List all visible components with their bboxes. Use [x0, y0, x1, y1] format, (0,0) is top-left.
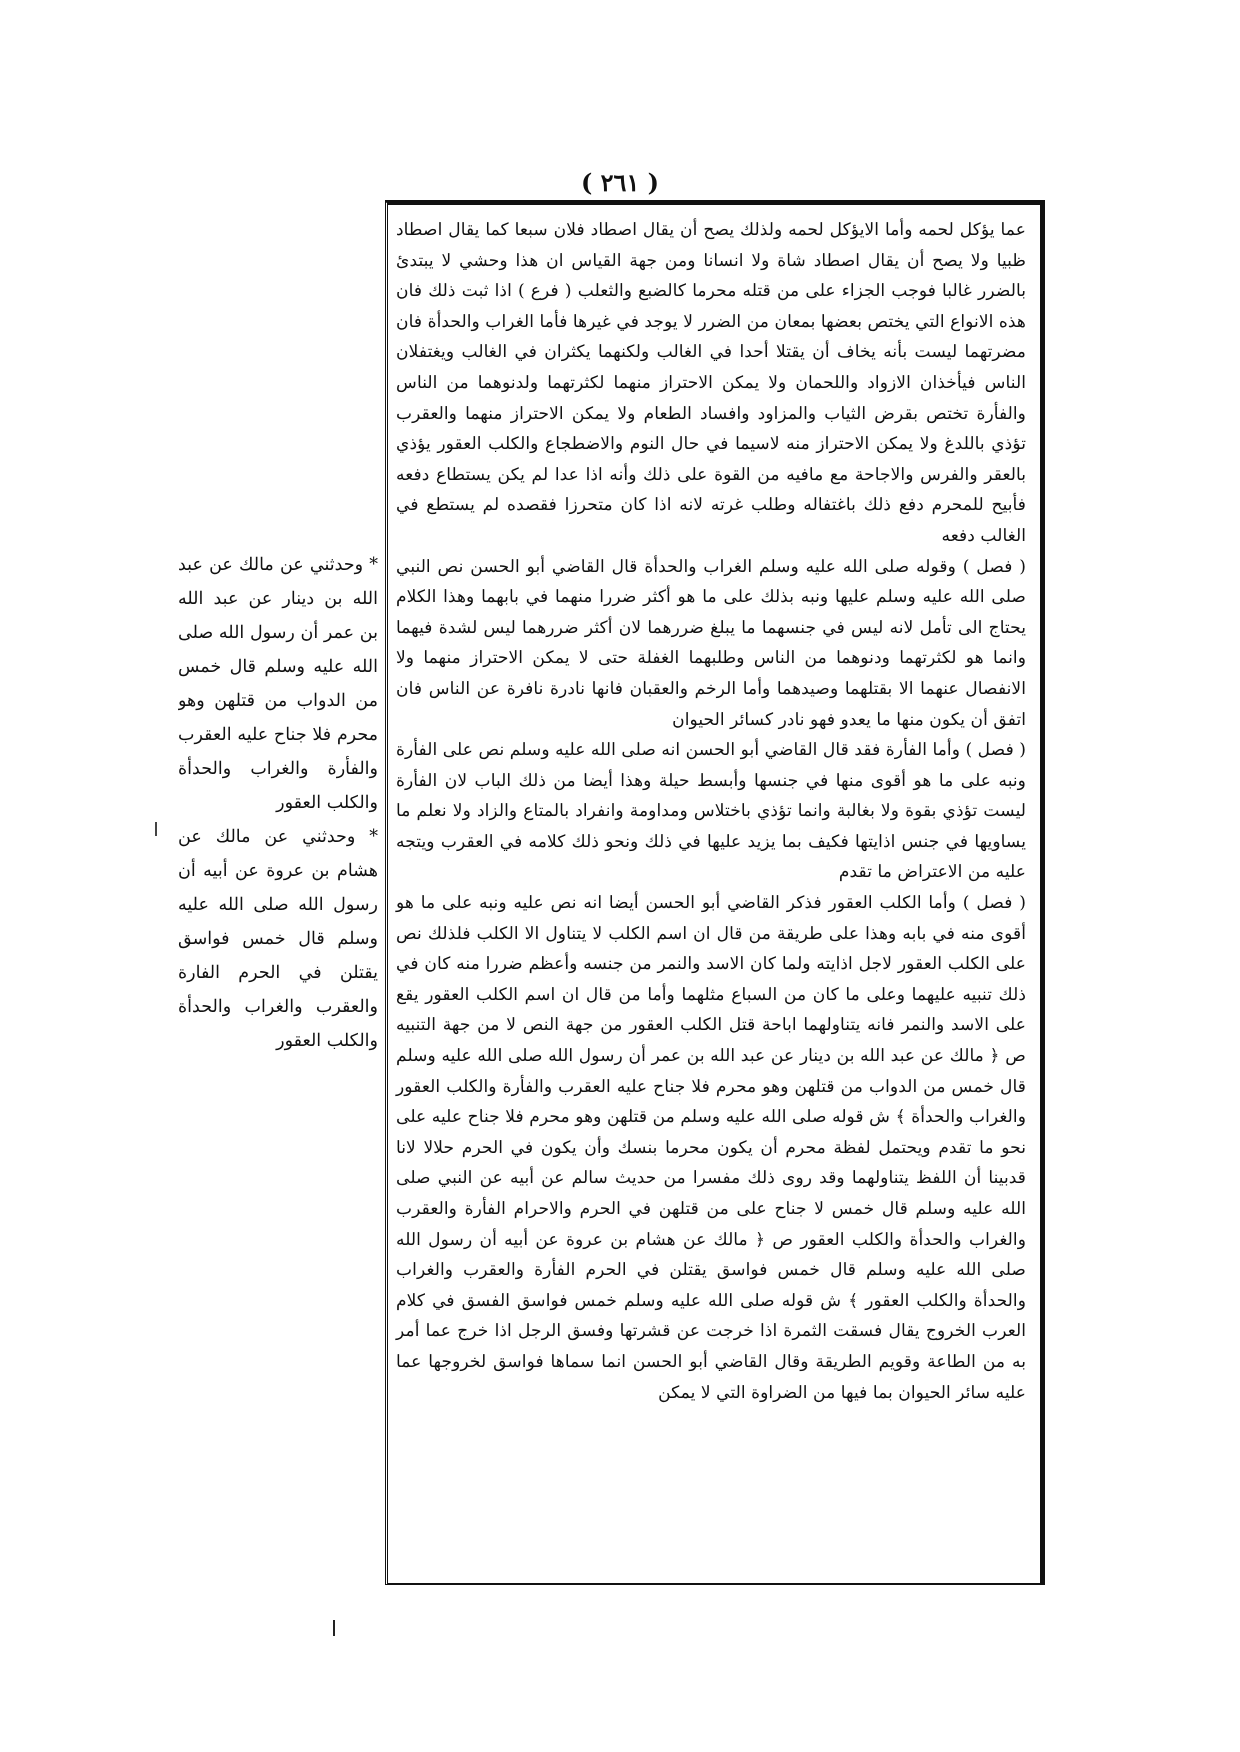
main-text-frame	[385, 200, 1045, 1585]
margin-paragraph: * وحدثني عن مالك عن عبد الله بن دينار عن عبد الله بن عمر أن رسول الله صلى الله عليه وسلم قال خمس من الدواب من قتلهن وهو محرم فلا جناح عليه العقرب والفأرة والغراب والحدأة والكلب العقور	[178, 555, 378, 813]
page-number: ( ٢٦١ )	[580, 168, 660, 197]
main-paragraph: ( فصل ) وأما الكلب العقور فذكر القاضي أبو الحسن أيضا انه نص عليه ونبه على ما هو أقوى منه في بابه وهذا على طريقة من قال ان اسم الكلب لا يتناول الا الكلب فلذلك نص على الكلب العقور لاجل اذايته ولما كان الاسد والنمر من جنسه وأعظم ضررا منه كان في ذلك تنبيه عليهما وعلى ما كان من السباع مثلهما وأما من قال ان اسم الكلب العقور يقع على الاسد والنمر فانه يتناولهما اباحة قتل الكلب العقور من جهة النص لا من جهة التنبيه ص ﴿ مالك عن عبد الله بن دينار عن عبد الله بن عمر أن رسول الله صلى الله عليه وسلم قال خمس من الدواب من قتلهن وهو محرم فلا جناح عليه العقرب والفأرة والكلب العقور والغراب والحدأة ﴾ ش قوله صلى الله عليه وسلم من قتلهن وهو محرم فلا جناح عليه على نحو ما تقدم ويحتمل لفظة محرم أن يكون محرما بنسك وأن يكون في الحرم حلالا لانا قدبينا أن اللفظ يتناولهما وقد روى ذلك مفسرا من حديث سالم عن أبيه عن النبي صلى الله عليه وسلم قال خمس لا جناح على من قتلهن في الحرم والاحرام الفأرة والعقرب والغراب والحدأة والكلب العقور ص ﴿ مالك عن هشام بن عروة عن أبيه أن رسول الله صلى الله عليه وسلم قال خمس فواسق يقتلن في الحرم الفأرة والعقرب والغراب والحدأة والكلب العقور ﴾ ش قوله صلى الله عليه وسلم خمس فواسق الفسق في كلام العرب الخروج يقال فسقت الثمرة اذا خرجت عن قشرتها وفسق الرجل اذا خرج عما أمر به من الطاعة وقويم الطريقة وقال القاضي أبو الحسن انما سماها فواسق لخروجها عما عليه سائر الحيوان بما فيها من الضراوة التي لا يمكن	[396, 893, 1026, 1403]
margin-hadith-text	[178, 548, 378, 1068]
margin-paragraph: * وحدثني عن مالك عن هشام بن عروة عن أبيه أن رسول الله صلى الله عليه وسلم قال خمس فواسق يقتلن في الحرم الفارة والعقرب والغراب والحدأة والكلب العقور	[178, 827, 378, 1051]
main-paragraph: ( فصل ) وأما الفأرة فقد قال القاضي أبو الحسن انه صلى الله عليه وسلم نص على الفأرة ونبه على ما هو أقوى منها في جنسها وأبسط حيلة وهذا أيضا من ذلك الباب لان الفأرة ليست تؤذي بقوة ولا بغالبة وانما تؤذي باختلاس ومداومة وانفراد بالمتاع والزاد ولا نعلم ما يساويها في جنس اذايتها فكيف بما يزيد عليها في ذلك ونحو ذلك كلامه في العقرب ويتجه عليه من الاعتراض ما تقدم	[396, 740, 1026, 883]
scan-mark	[155, 822, 157, 836]
main-paragraph: ( فصل ) وقوله صلى الله عليه وسلم الغراب والحدأة قال القاضي أبو الحسن نص النبي صلى الله عليه وسلم عليها ونبه بذلك على ما هو أكثر ضررا منهما في بابهما وهذا الكلام يحتاج الى تأمل لانه ليس في جنسهما ما يبلغ ضررهما لان أكثر ضررهما ليس لشدة فيهما وانما هو لكثرتهما ودنوهما من الناس وطلبهما الغفلة حتى لا يمكن الاحتراز منهما ولا الانفصال عنهما الا بقتلهما وصيدهما وأما الرخم والعقبان فانها نادرة نافرة عن الناس فان اتفق أن يكون منها ما يعدو فهو نادر كسائر الحيوان	[396, 556, 1026, 730]
main-paragraph: عما يؤكل لحمه وأما الايؤكل لحمه ولذلك يصح أن يقال اصطاد فلان سبعا كما يقال اصطاد ظبيا ولا يصح أن يقال اصطاد شاة ولا انسانا ومن جهة القياس ان هذا وحشي لا يبتدئ بالضرر غالبا فوجب الجزاء على من قتله محرما كالضبع والثعلب ( فرع ) اذا ثبت ذلك فان هذه الانواع التي يختص بعضها بمعان من الضرر لا يوجد في غيرها فأما الغراب والحدأة فان مضرتهما ليست بأنه يخاف أن يقتلا أحدا في الغالب ولكنهما يكثران في الغالب ويغتفلان الناس فيأخذان الازواد واللحمان ولا يمكن الاحتراز منهما لكثرتهما ولدنوهما من الناس والفأرة تختص بقرض الثياب والمزاود وافساد الطعام ولا يمكن الاحتراز منهما والعقرب تؤذي باللدغ ولا يمكن الاحتراز منه لاسيما في حال النوم والاضطجاع والكلب العقور يؤذي بالعقر والفرس والاجاحة مع مافيه من القوة على ذلك وأنه اذا عدا لم يكن يستطاع دفعه فأبيح للمحرم دفع ذلك باغتفاله وطلب غرته لانه اذا كان متحرزا فقصده لم يستطع في الغالب دفعه	[396, 220, 1026, 546]
main-commentary-text	[396, 215, 1026, 1408]
scan-mark	[333, 1620, 335, 1636]
